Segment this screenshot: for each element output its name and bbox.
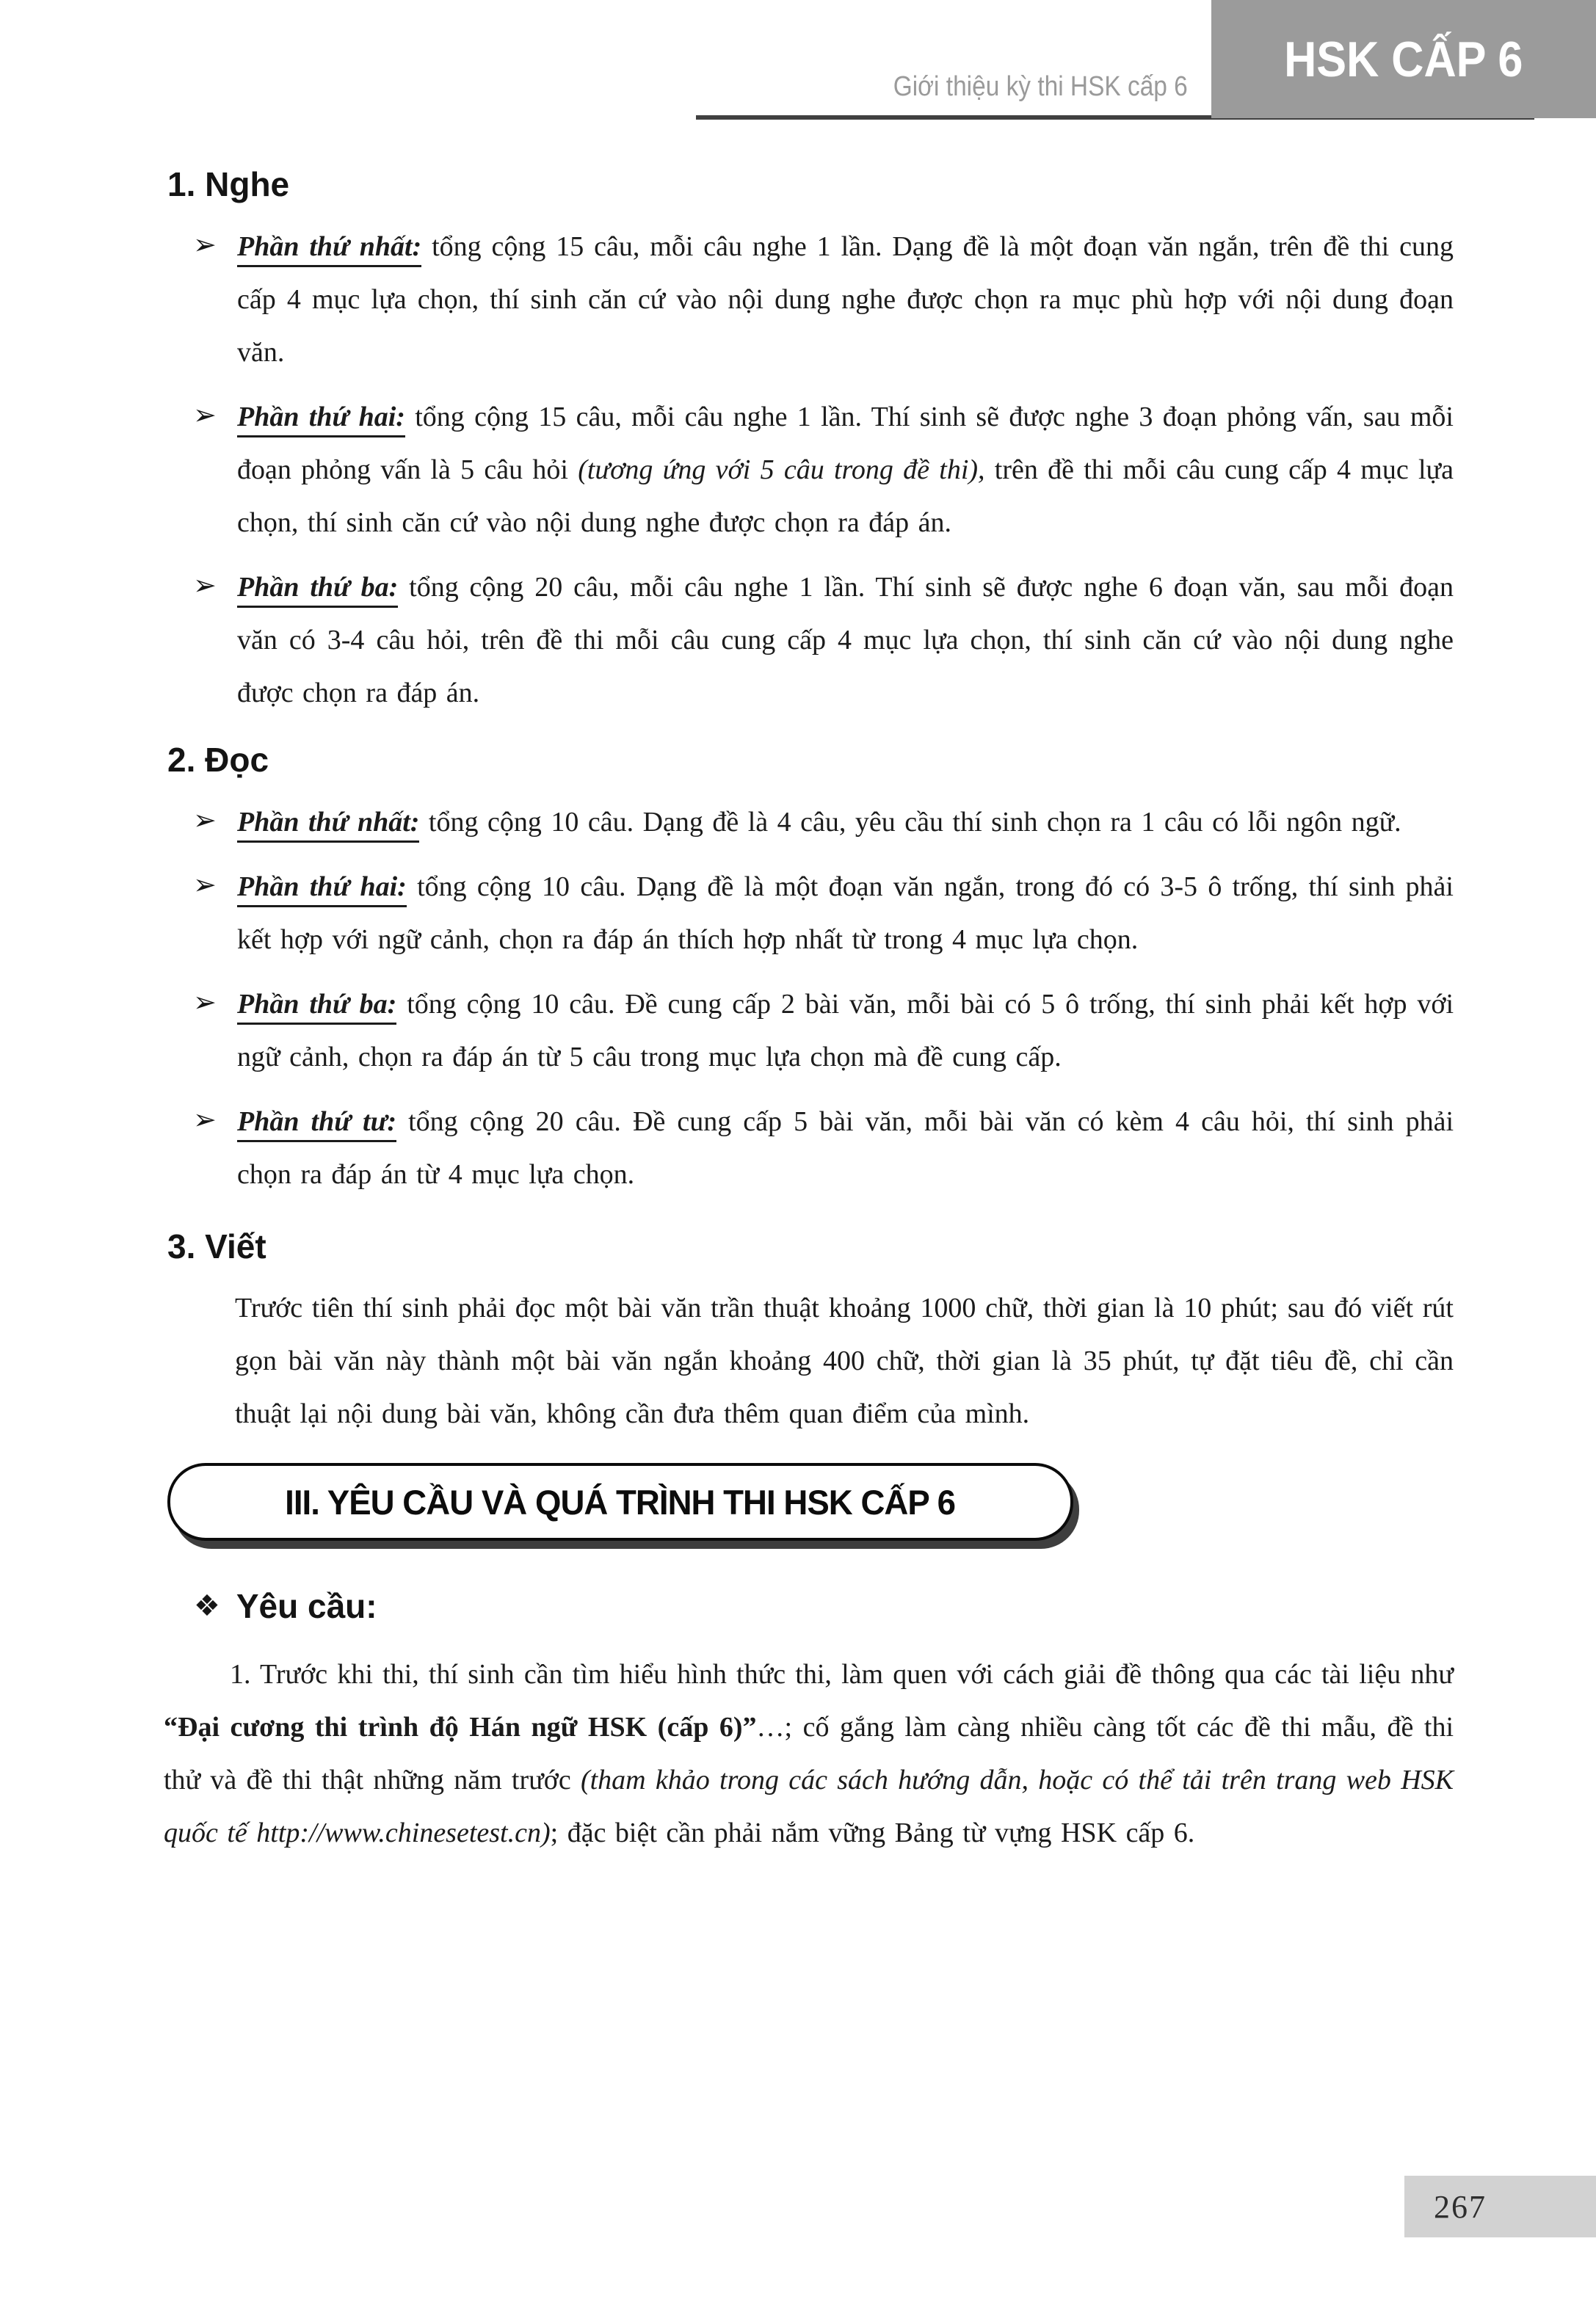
section-heading-writing: 3. Viết	[167, 1227, 266, 1266]
list-item	[164, 561, 1454, 719]
bullet-label: Phần thứ nhất:	[237, 807, 419, 843]
page-content	[164, 0, 1454, 1859]
bullet-label: Phần thứ hai:	[237, 871, 407, 907]
bullet-text: tổng cộng 20 câu, mỗi câu nghe 1 lần. Thí sinh sẽ được nghe 6 đoạn văn, sau mỗi đoạn văn có 3-4 câu hỏi, trên đề thi mỗi câu cung cấp 4 mục lựa chọn, thí sinh căn cứ vào nội dung nghe được chọn ra đáp án.	[237, 572, 1454, 708]
arrow-bullet-icon: ➢	[193, 228, 217, 261]
bullet-label: Phần thứ tư:	[237, 1106, 396, 1142]
bullet-text: tổng cộng 15 câu, mỗi câu nghe 1 lần. Thí sinh sẽ được nghe 3 đoạn phỏng vấn, sau mỗi đoạn phỏng vấn là 5 câu hỏi	[237, 402, 1454, 485]
bullet-text: trên đề thi mỗi câu cung cấp 4 mục lựa chọn, thí sinh căn cứ vào nội dung nghe được chọn ra đáp án.	[237, 454, 1454, 538]
list-item	[164, 220, 1454, 379]
diamond-bullet-icon: ❖	[194, 1589, 220, 1623]
requirements-paragraph	[164, 1648, 1454, 1859]
bullet-label: Phần thứ hai:	[237, 402, 405, 437]
section-heading-reading: 2. Đọc	[167, 741, 269, 779]
section-banner-title: III. YÊU CẦU VÀ QUÁ TRÌNH THI HSK CẤP 6	[285, 1482, 956, 1522]
bullet-text: tổng cộng 15 câu, mỗi câu nghe 1 lần. Dạng đề là một đoạn văn ngắn, trên đề thi cung cấp 4 mục lựa chọn, thí sinh căn cứ vào nội dung nghe được chọn ra mục phù hợp với nội dung đoạn văn.	[237, 231, 1454, 368]
paragraph-text: 1. Trước khi thi, thí sinh cần tìm hiểu hình thức thi, làm quen với cách giải đề thông qua các tài liệu như	[230, 1659, 1454, 1690]
arrow-bullet-icon: ➢	[193, 1103, 217, 1136]
section-banner	[167, 1463, 1073, 1541]
listening-list	[164, 220, 1454, 719]
list-item	[164, 860, 1454, 966]
bullet-italic-text: (tương ứng với 5 câu trong đề thi),	[578, 454, 985, 485]
bullet-text: tổng cộng 20 câu. Đề cung cấp 5 bài văn, mỗi bài văn có kèm 4 câu hỏi, thí sinh phải chọn ra đáp án từ 4 mục lựa chọn.	[237, 1106, 1454, 1190]
running-header-title: Giới thiệu kỳ thi HSK cấp 6	[893, 71, 1188, 102]
list-item	[164, 796, 1454, 849]
chapter-badge-label: HSK CẤP 6	[1284, 31, 1523, 87]
list-item	[164, 391, 1454, 549]
page-number-box	[1404, 2176, 1596, 2237]
page-number: 267	[1434, 2188, 1487, 2225]
writing-paragraph: Trước tiên thí sinh phải đọc một bài văn trần thuật khoảng 1000 chữ, thời gian là 10 phút; sau đó viết rút gọn bài văn này thành một bài văn ngắn khoảng 400 chữ, thời gian là 35 phút, tự đặt tiêu đề, chỉ cần thuật lại nội dung bài văn, không cần đưa thêm quan điểm của mình.	[235, 1293, 1454, 1429]
arrow-bullet-icon: ➢	[193, 868, 217, 901]
arrow-bullet-icon: ➢	[193, 399, 217, 431]
arrow-bullet-icon: ➢	[193, 986, 217, 1018]
bullet-text: tổng cộng 10 câu. Dạng đề là 4 câu, yêu cầu thí sinh chọn ra 1 câu có lỗi ngôn ngữ.	[419, 807, 1401, 838]
paragraph-text: ; đặc biệt cần phải nắm vững Bảng từ vựng HSK cấp 6.	[550, 1818, 1195, 1848]
requirements-heading-label: Yêu cầu:	[236, 1587, 377, 1625]
list-item	[164, 1095, 1454, 1201]
paragraph-text: …; cố gắng làm càng nhiều càng tốt các đề thi mẫu, đề thi thử và đề thi thật những năm trước	[164, 1712, 1454, 1795]
paragraph-bold-text: “Đại cương thi trình độ Hán ngữ HSK (cấp 6)”	[164, 1712, 757, 1743]
bullet-text: tổng cộng 10 câu. Dạng đề là một đoạn văn ngắn, trong đó có 3-5 ô trống, thí sinh phải kết hợp với ngữ cảnh, chọn ra đáp án thích hợp nhất từ trong 4 mục lựa chọn.	[237, 871, 1454, 955]
reading-list	[164, 796, 1454, 1201]
arrow-bullet-icon: ➢	[193, 569, 217, 601]
list-item	[164, 978, 1454, 1083]
arrow-bullet-icon: ➢	[193, 804, 217, 836]
bullet-text: tổng cộng 10 câu. Đề cung cấp 2 bài văn, mỗi bài có 5 ô trống, thí sinh phải kết hợp với ngữ cảnh, chọn ra đáp án từ 5 câu trong mục lựa chọn mà đề cung cấp.	[237, 989, 1454, 1072]
requirements-heading	[194, 1586, 1454, 1627]
bullet-label: Phần thứ ba:	[237, 989, 396, 1025]
bullet-label: Phần thứ nhất:	[237, 231, 421, 267]
paragraph-italic-text: (tham khảo trong các sách hướng dẫn, hoặc có thể tải trên trang web HSK quốc tế http://www.chinesetest.cn)	[164, 1765, 1454, 1848]
bullet-label: Phần thứ ba:	[237, 572, 398, 608]
section-heading-listening: 1. Nghe	[167, 165, 290, 203]
